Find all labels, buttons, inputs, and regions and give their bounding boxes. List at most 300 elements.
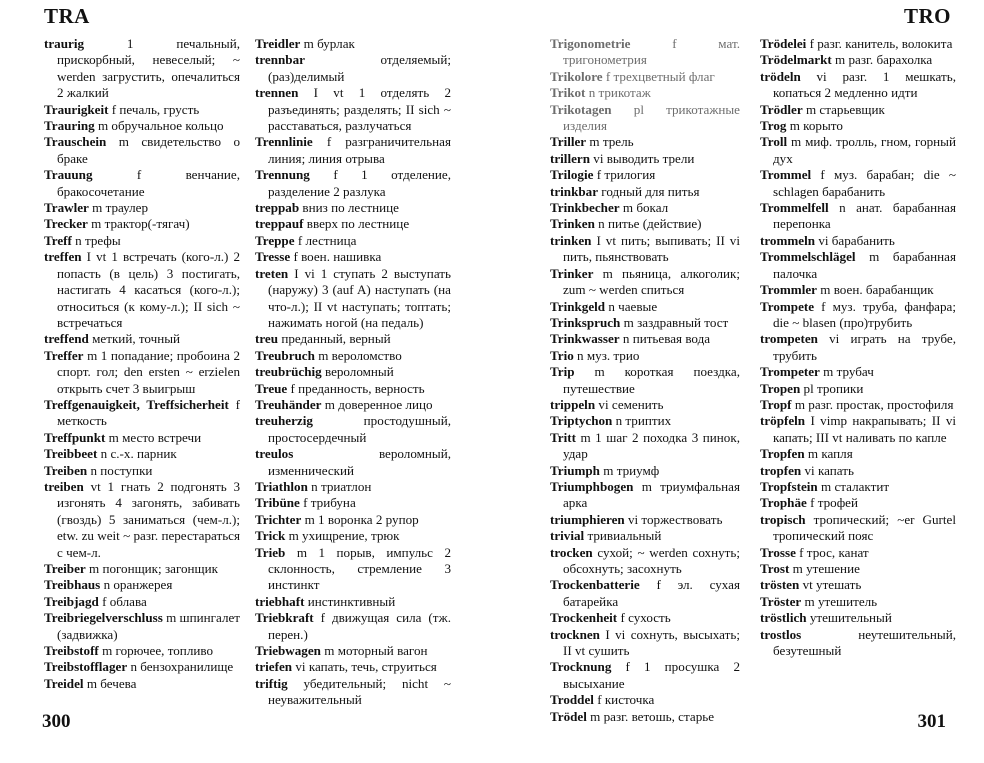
headword: Treffpunkt	[44, 429, 106, 445]
headword: Trödler	[760, 101, 803, 117]
dictionary-entry	[44, 610, 240, 643]
dictionary-entry	[255, 610, 451, 643]
translation: I vi сохнуть, высыхать; II vt сушить	[563, 626, 740, 659]
dictionary-entry	[760, 594, 956, 610]
headword: treten	[255, 265, 289, 281]
translation: меткий, точный	[92, 331, 181, 347]
dictionary-entry	[550, 315, 740, 331]
dictionary-entry	[550, 266, 740, 299]
translation: годный для питья	[601, 183, 700, 199]
headword: triefen	[255, 659, 293, 675]
translation: f воен. нашивка	[293, 249, 382, 265]
translation: f муз. труба, фанфара; die ~ blasen (про)трубить	[773, 298, 956, 330]
translation: f движущая сила (тж. перен.)	[268, 610, 451, 642]
headword: Trog	[760, 118, 787, 134]
headword: Treidler	[255, 36, 301, 51]
translation: отделяемый; (раз)делимый	[268, 52, 451, 84]
headword: Treibstoff	[44, 643, 99, 659]
dictionary-entry	[255, 528, 451, 544]
translation: m траулер	[92, 200, 149, 216]
headword: Trennung	[255, 167, 310, 183]
dictionary-entry	[760, 463, 956, 479]
translation: f 1 отделение, разделение 2 разлука	[268, 167, 452, 199]
translation: m трель	[589, 134, 634, 150]
translation: m утешение	[792, 561, 860, 576]
guide-word: TRO	[903, 4, 951, 28]
dictionary-entry	[550, 430, 740, 463]
dictionary-entry	[44, 643, 240, 659]
dictionary-entry	[760, 69, 956, 102]
headword: triebhaft	[255, 593, 305, 609]
headword: Trikotagen	[550, 101, 612, 117]
headword: tropfen	[760, 462, 802, 478]
headword: treiben	[44, 478, 84, 494]
headword: trocken	[550, 544, 593, 560]
translation: m 1 порыв, импульс 2 склонность, стремление 3 инстинкт	[268, 544, 451, 593]
headword: tropisch	[760, 511, 806, 527]
translation: vt утешать	[802, 577, 862, 593]
translation: I vt 1 отделять 2 разъединять; разделять; II sich ~ расставаться, разлучаться	[268, 85, 451, 134]
translation: f сухость	[620, 610, 671, 626]
headword: Trosse	[760, 544, 796, 560]
headword: Triumph	[550, 462, 600, 478]
translation: тривиальный	[587, 528, 662, 544]
translation: m разг. ветошь, старье	[590, 708, 715, 724]
headword: treffen	[44, 249, 82, 265]
headword: trommeln	[760, 232, 816, 248]
dictionary-entry	[550, 479, 740, 512]
translation: m сталактит	[821, 478, 890, 494]
headword: Treubruch	[255, 347, 315, 363]
headword: Treiber	[44, 561, 86, 576]
headword: Trophäe	[760, 495, 807, 511]
translation: m пьяница, алкоголик; zum ~ werden спиться	[563, 265, 740, 298]
translation: m обручальное кольцо	[97, 118, 224, 134]
dictionary-entry	[550, 36, 740, 69]
translation: убедительный; nicht ~ неуважительный	[268, 675, 451, 708]
dictionary-entry	[550, 85, 740, 101]
dictionary-entry	[255, 381, 451, 397]
translation: m свидетельство о браке	[57, 134, 240, 166]
headword: Trommel	[760, 167, 812, 183]
translation: f трилогия	[596, 167, 656, 183]
headword: tröpfeln	[760, 413, 806, 429]
dictionary-entry	[255, 676, 451, 709]
dictionary-entry	[760, 446, 956, 462]
translation: m бурлак	[303, 36, 355, 51]
dictionary-entry	[255, 594, 451, 610]
dictionary-entry	[760, 627, 956, 660]
headword: Tropf	[760, 396, 792, 412]
dictionary-entry	[255, 167, 451, 200]
translation: тропический; ~er Gurtel тропический пояс	[773, 511, 957, 544]
translation: m шпингалет (задвижка)	[57, 610, 241, 642]
translation: I vi 1 ступать 2 выступать (наружу) 3 (auf A) наступать (на что-л.); II vt наступать; топтать; нажимать ногой (на педаль)	[268, 265, 451, 330]
dictionary-column	[255, 36, 451, 709]
dictionary-entry	[550, 627, 740, 660]
dictionary-entry	[255, 266, 451, 332]
translation: m трактор(-тягач)	[91, 216, 190, 232]
page-number: 301	[917, 711, 946, 732]
dictionary-entry	[760, 331, 956, 364]
dictionary-entry	[255, 397, 451, 413]
headword: Trockenheit	[550, 610, 618, 626]
translation: m миф. тролль, гном, горный дух	[773, 134, 956, 166]
headword: Trödelmarkt	[760, 52, 832, 68]
headword: Trauring	[44, 118, 95, 134]
headword: trostlos	[760, 626, 802, 642]
translation: pl трикотажные изделия	[563, 101, 740, 134]
translation: f муз. барабан; die ~ schlagen барабанить	[773, 167, 956, 199]
dictionary-entry	[550, 233, 740, 266]
dictionary-entry	[550, 577, 740, 610]
dictionary-entry	[760, 381, 956, 397]
translation: утешительный	[809, 610, 892, 626]
translation: m вероломство	[318, 347, 402, 363]
dictionary-entry	[44, 463, 240, 479]
headword: Trinker	[550, 265, 594, 281]
dictionary-entry	[255, 331, 451, 347]
dictionary-entry	[255, 643, 451, 659]
headword: Trödelei	[760, 36, 807, 51]
dictionary-entry	[255, 249, 451, 265]
dictionary-entry	[760, 233, 956, 249]
headword: treppab	[255, 200, 300, 216]
translation: m 1 шаг 2 походка 3 пинок, удар	[563, 429, 740, 462]
headword: Trost	[760, 561, 790, 576]
translation: m место встречи	[108, 429, 202, 445]
translation: n поступки	[90, 462, 153, 478]
headword: Traurigkeit	[44, 101, 109, 117]
headword: Tropfstein	[760, 478, 818, 494]
translation: f мат. тригонометрия	[563, 36, 740, 68]
dictionary-entry	[550, 397, 740, 413]
headword: Trinkwasser	[550, 331, 620, 347]
dictionary-entry	[255, 36, 451, 52]
translation: m доверенное лицо	[324, 396, 433, 412]
dictionary-entry	[760, 610, 956, 626]
dictionary-entry	[44, 430, 240, 446]
headword: Trennlinie	[255, 134, 313, 150]
headword: Trompete	[760, 298, 815, 314]
headword: trödeln	[760, 68, 801, 84]
headword: Troddel	[550, 692, 594, 708]
headword: Trichter	[255, 511, 302, 527]
dictionary-entry	[550, 413, 740, 429]
translation: I vt пить; выпивать; II vi пить, пьянствовать	[563, 232, 740, 265]
headword: Triptychon	[550, 413, 613, 429]
translation: f трехцветный флаг	[605, 68, 715, 84]
headword: Trödel	[550, 708, 587, 724]
dictionary-entry	[760, 413, 956, 446]
headword: Trikolore	[550, 68, 603, 84]
headword: Trommelschlägel	[760, 249, 856, 265]
dictionary-entry	[44, 200, 240, 216]
guide-word: TRA	[44, 4, 90, 28]
translation: n с.-х. парник	[100, 446, 177, 462]
dictionary-entry	[550, 69, 740, 85]
translation: m погонщик; загонщик	[88, 561, 218, 576]
headword: triumphieren	[550, 511, 625, 527]
dictionary-entry	[760, 561, 956, 577]
translation: сухой; ~ werden сохнуть; обсохнуть; засохнуть	[563, 544, 740, 576]
headword: trennbar	[255, 52, 305, 68]
headword: Treibriegelverschluss	[44, 610, 163, 626]
headword: trinken	[550, 232, 592, 248]
headword: Tröster	[760, 593, 802, 609]
dictionary-column	[550, 36, 740, 725]
dictionary-entry	[255, 200, 451, 216]
translation: m триумф	[603, 462, 660, 478]
translation: вероломный, изменнический	[268, 446, 451, 478]
translation: m заздравный тост	[623, 314, 729, 330]
headword: Treppe	[255, 232, 295, 248]
dictionary-entry	[760, 364, 956, 380]
dictionary-entry	[44, 659, 240, 675]
dictionary-entry	[44, 446, 240, 462]
headword: Treidel	[44, 675, 84, 691]
translation: m моторный вагон	[324, 643, 428, 659]
dictionary-entry	[255, 545, 451, 594]
translation: vi разг. 1 мешкать, копаться 2 медленно идти	[773, 68, 956, 101]
dictionary-entry	[44, 479, 240, 561]
dictionary-entry	[255, 479, 451, 495]
headword: treffend	[44, 331, 89, 347]
dictionary-entry	[760, 52, 956, 68]
right-page	[492, 0, 984, 763]
headword: Treuhänder	[255, 396, 322, 412]
dictionary-entry	[550, 364, 740, 397]
translation: n анат. барабанная перепонка	[773, 200, 956, 232]
headword: Trawler	[44, 200, 89, 216]
dictionary-entry	[255, 413, 451, 446]
dictionary-entry	[760, 249, 956, 282]
dictionary-entry	[255, 233, 451, 249]
dictionary-entry	[550, 545, 740, 578]
translation: f венчание, бракосочетание	[57, 167, 240, 199]
translation: вверх по лестнице	[306, 216, 410, 232]
dictionary-entry	[760, 512, 956, 545]
headword: Triathlon	[255, 478, 308, 494]
headword: Trinkgeld	[550, 298, 606, 314]
translation: n питье (действие)	[598, 216, 702, 232]
dictionary-entry	[44, 102, 240, 118]
headword: Tribüne	[255, 495, 300, 511]
translation: m воен. барабанщик	[820, 282, 934, 298]
headword: Treffer	[44, 347, 84, 363]
dictionary-entry	[550, 102, 740, 135]
dictionary-entry	[760, 479, 956, 495]
headword: trocknen	[550, 626, 600, 642]
dictionary-entry	[760, 545, 956, 561]
dictionary-column	[44, 36, 240, 692]
dictionary-entry	[255, 348, 451, 364]
translation: vi выводить трели	[593, 150, 695, 166]
headword: Trigonometrie	[550, 36, 631, 51]
headword: Trip	[550, 364, 575, 380]
headword: treubrüchig	[255, 364, 322, 380]
headword: Treue	[255, 380, 288, 396]
translation: f трофей	[810, 495, 859, 511]
headword: treu	[255, 331, 279, 347]
translation: m утешитель	[804, 593, 878, 609]
translation: вниз по лестнице	[302, 200, 399, 216]
dictionary-entry	[44, 348, 240, 397]
dictionary-entry	[44, 36, 240, 102]
dictionary-entry	[44, 561, 240, 577]
headword: treuherzig	[255, 413, 313, 429]
dictionary-entry	[550, 167, 740, 183]
dictionary-entry	[44, 577, 240, 593]
headword: trompeten	[760, 331, 818, 347]
headword: Trommler	[760, 282, 817, 298]
headword: tröstlich	[760, 610, 807, 626]
translation: I vimp накрапывать; II vi капать; III vt наливать по капле	[773, 413, 957, 445]
headword: Triebwagen	[255, 643, 321, 659]
dictionary-entry	[550, 134, 740, 150]
dictionary-entry	[255, 216, 451, 232]
headword: Trinkspruch	[550, 314, 621, 330]
dictionary-entry	[255, 134, 451, 167]
translation: m бечева	[86, 675, 137, 691]
headword: Tresse	[255, 249, 291, 265]
headword: treulos	[255, 446, 294, 462]
dictionary-entry	[550, 512, 740, 528]
dictionary-entry	[550, 151, 740, 167]
dictionary-entry	[760, 118, 956, 134]
dictionary-entry	[44, 118, 240, 134]
dictionary-entry	[550, 184, 740, 200]
translation: pl тропики	[803, 380, 864, 396]
dictionary-entry	[44, 167, 240, 200]
dictionary-entry	[760, 282, 956, 298]
headword: Trockenbatterie	[550, 577, 640, 593]
dictionary-entry	[44, 676, 240, 692]
translation: f разграничительная линия; линия отрыва	[268, 134, 451, 166]
translation: m 1 воронка 2 рупор	[304, 511, 419, 527]
dictionary-entry	[550, 299, 740, 315]
translation: vi барабанить	[818, 232, 895, 248]
dictionary-entry	[44, 134, 240, 167]
translation: m разг. простак, простофиля	[794, 396, 954, 412]
translation: n оранжерея	[103, 577, 173, 593]
translation: преданный, верный	[281, 331, 391, 347]
translation: f трибуна	[303, 495, 356, 511]
headword: Troll	[760, 134, 788, 150]
translation: m разг. барахолка	[835, 52, 933, 68]
translation: vi торжествовать	[627, 511, 723, 527]
headword: trennen	[255, 85, 299, 101]
headword: Tropen	[760, 380, 801, 396]
headword: trippeln	[550, 396, 596, 412]
dictionary-entry	[550, 659, 740, 692]
translation: m триумфальная арка	[563, 478, 740, 511]
translation: m корыто	[789, 118, 843, 134]
translation: m горючее, топливо	[102, 643, 213, 659]
dictionary-entry	[255, 52, 451, 85]
translation: f лестница	[297, 232, 357, 248]
translation: f 1 просушка 2 высыхание	[563, 659, 740, 691]
translation: f разг. канитель, волокита	[809, 36, 953, 51]
translation: n трикотаж	[588, 85, 651, 101]
translation: n питьевая вода	[622, 331, 711, 347]
headword: Treibjagd	[44, 593, 99, 609]
headword: trinkbar	[550, 183, 599, 199]
headword: Treff	[44, 232, 72, 248]
translation: m бокал	[622, 200, 669, 216]
headword: Trilogie	[550, 167, 594, 183]
dictionary-entry	[760, 102, 956, 118]
translation: f облава	[102, 593, 147, 609]
dictionary-entry	[550, 463, 740, 479]
dictionary-entry	[550, 528, 740, 544]
translation: n чаевые	[608, 298, 658, 314]
headword: Triller	[550, 134, 587, 150]
dictionary-entry	[255, 446, 451, 479]
dictionary-entry	[44, 594, 240, 610]
translation: m старьевщик	[805, 101, 885, 117]
translation: неутешительный, безутешный	[773, 626, 956, 659]
headword: Treibstofflager	[44, 659, 128, 675]
headword: trivial	[550, 528, 585, 544]
dictionary-entry	[760, 397, 956, 413]
dictionary-entry	[550, 610, 740, 626]
translation: простодушный, простосердечный	[268, 413, 451, 445]
translation: m короткая поездка, путешествие	[563, 364, 740, 396]
dictionary-entry	[255, 659, 451, 675]
headword: Triebkraft	[255, 610, 314, 626]
translation: n трефы	[75, 232, 121, 248]
dictionary-entry	[44, 397, 240, 430]
headword: Trick	[255, 528, 286, 544]
dictionary-entry	[255, 495, 451, 511]
headword: Treibbeet	[44, 446, 98, 462]
translation: n триатлон	[311, 478, 372, 494]
translation: f кисточка	[597, 692, 655, 708]
translation: m капля	[807, 446, 853, 462]
dictionary-entry	[760, 167, 956, 200]
headword: Trommelfell	[760, 200, 829, 216]
translation: vi капать, течь, струиться	[295, 659, 437, 675]
headword: trillern	[550, 150, 590, 166]
translation: vi семенить	[598, 396, 664, 412]
headword: traurig	[44, 36, 84, 51]
translation: m трубач	[823, 364, 874, 380]
translation: vi играть на трубе, трубить	[773, 331, 956, 363]
headword: Tropfen	[760, 446, 805, 462]
dictionary-entry	[760, 200, 956, 233]
headword: Triumphbogen	[550, 478, 634, 494]
translation: m барабанная палочка	[773, 249, 956, 281]
dictionary-entry	[44, 233, 240, 249]
dictionary-entry	[44, 249, 240, 331]
translation: n триптих	[615, 413, 672, 429]
dictionary-entry	[255, 512, 451, 528]
headword: Trinkbecher	[550, 200, 620, 216]
dictionary-column	[760, 36, 956, 659]
translation: 1 печальный, прискорбный, невеселый; ~ werden загрустить, опечалиться 2 жалкий	[57, 36, 240, 101]
dictionary-entry	[550, 200, 740, 216]
dictionary-entry	[550, 692, 740, 708]
dictionary-entry	[760, 577, 956, 593]
headword: Trinken	[550, 216, 595, 232]
translation: m 1 попадание; пробоина 2 спорт. гол; den ersten ~ erzielen открыть счет 3 выигрыш	[57, 347, 240, 396]
translation: n бензохранилище	[130, 659, 234, 675]
translation: m ухищрение, трюк	[288, 528, 400, 544]
page-number: 300	[42, 711, 71, 732]
translation: инстинктивный	[307, 593, 396, 609]
dictionary-entry	[760, 36, 956, 52]
